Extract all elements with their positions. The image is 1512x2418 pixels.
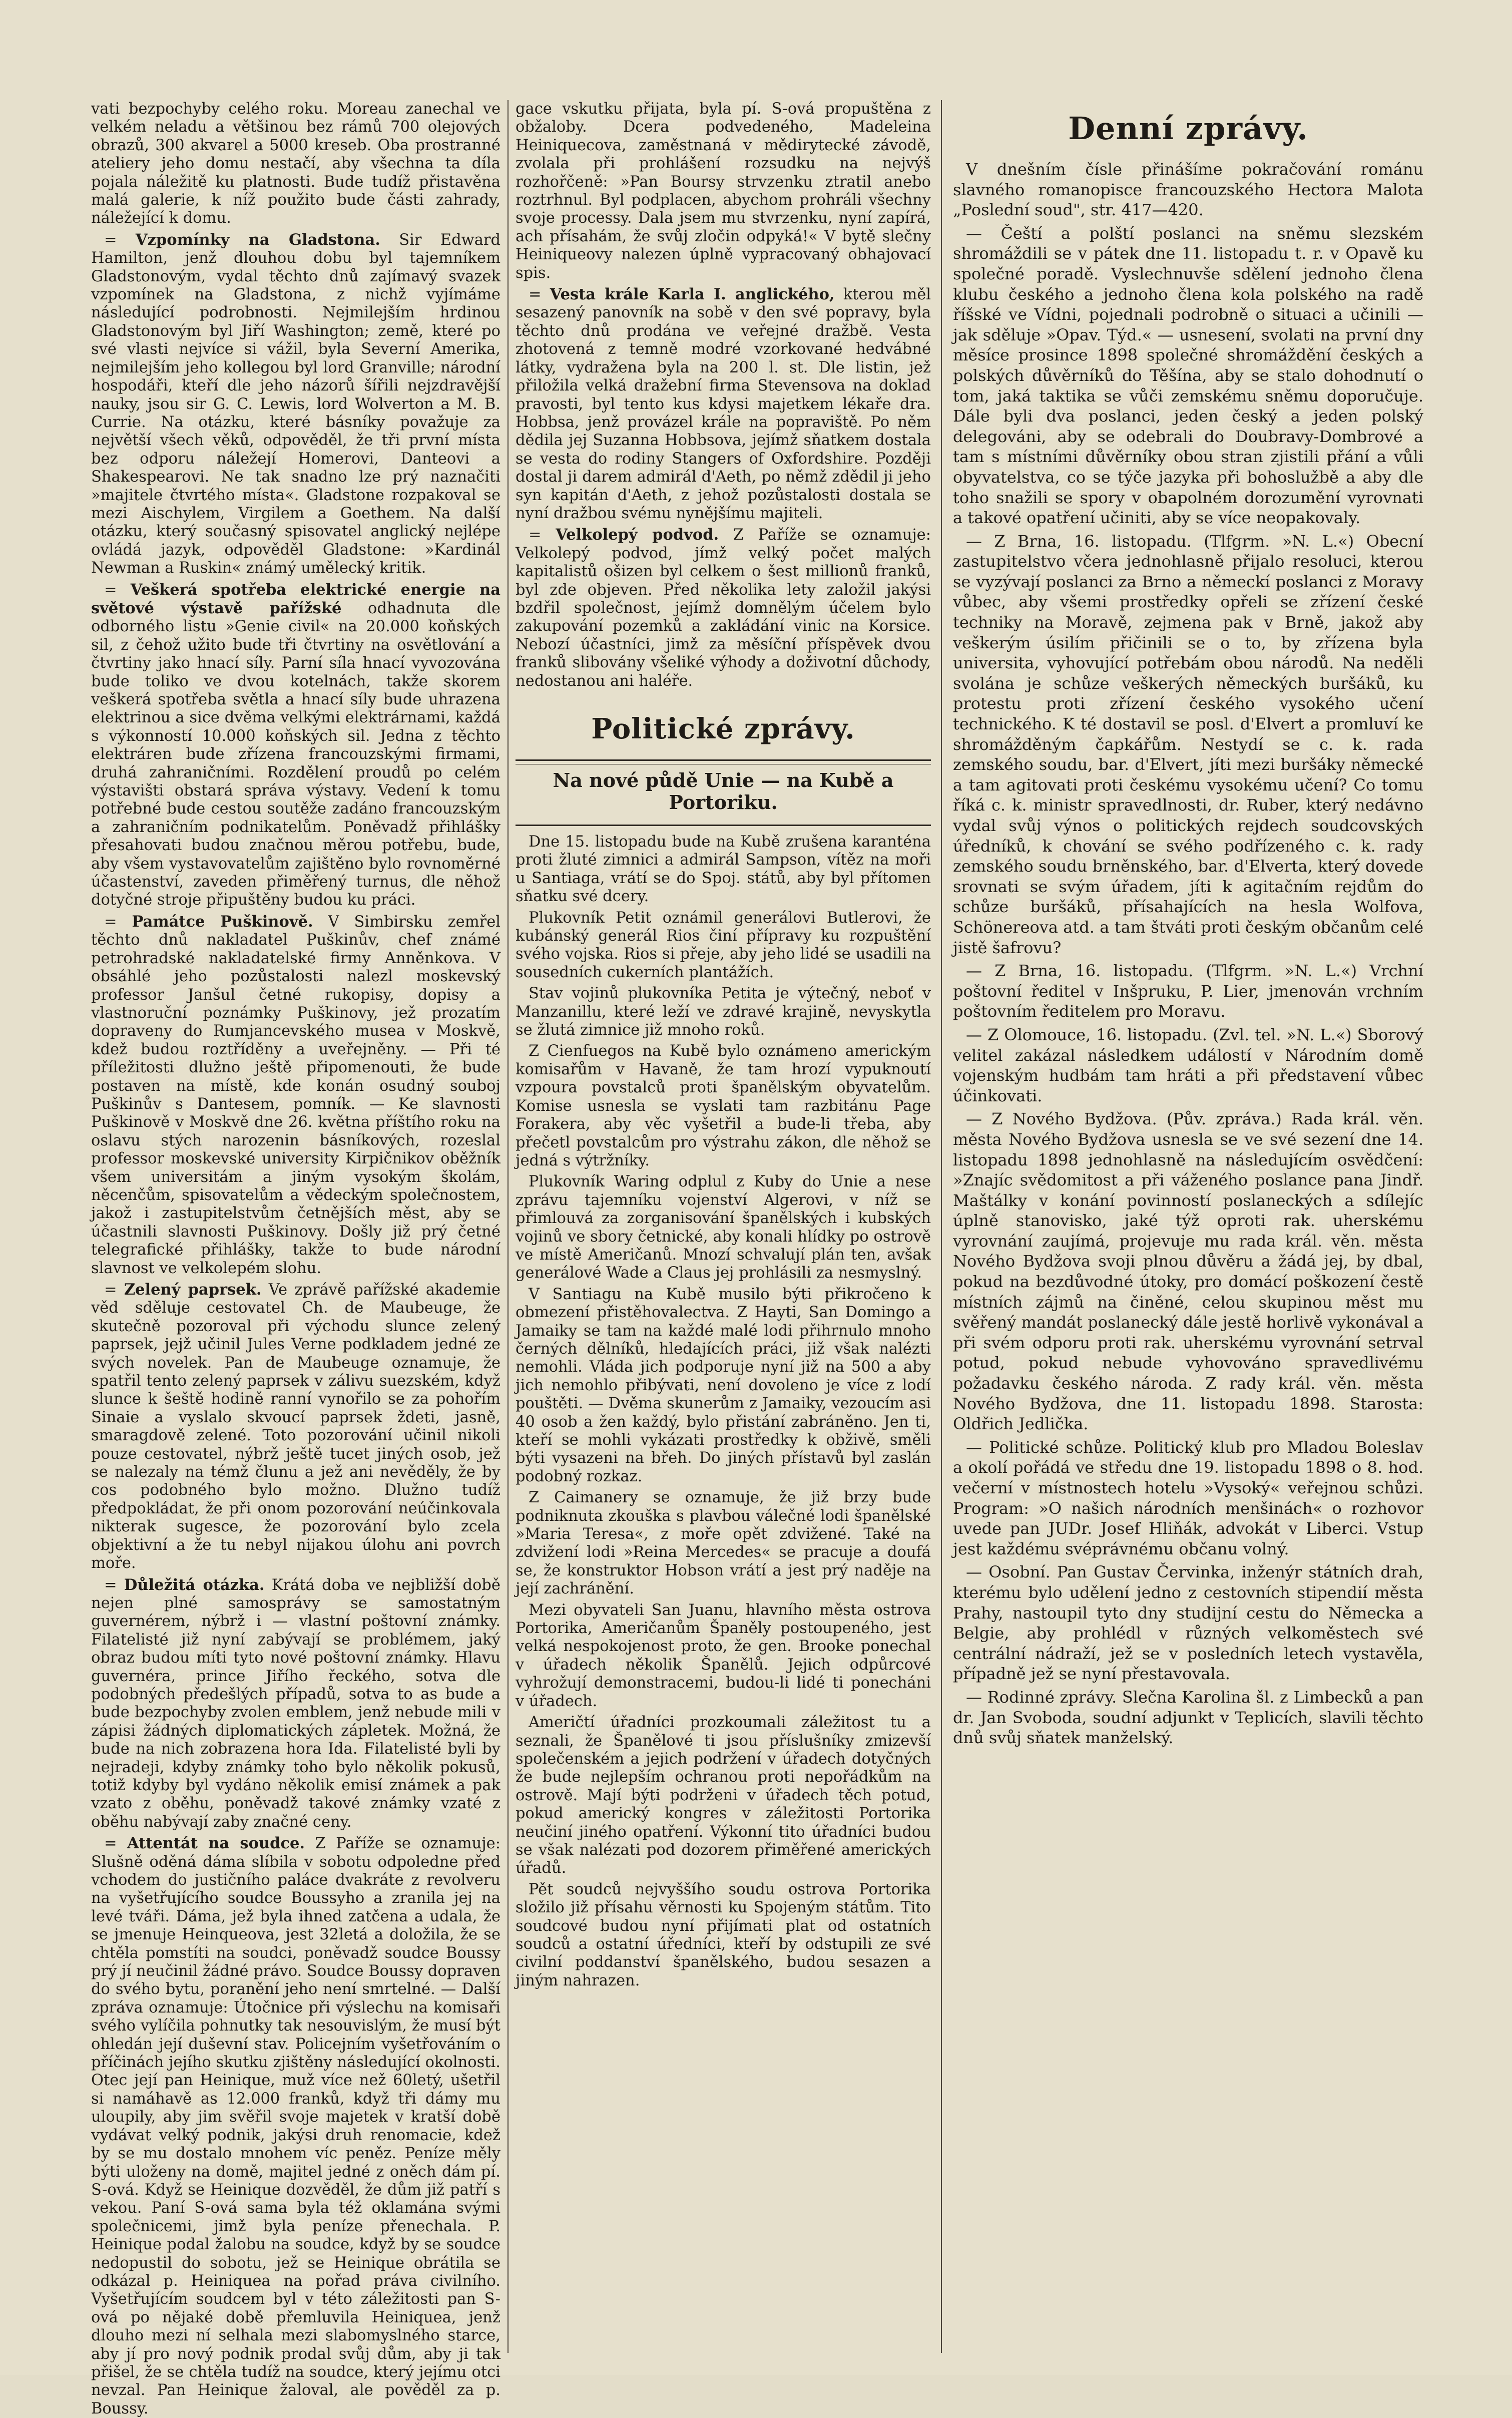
article-paragraph: — Z Olomouce, 16. listopadu. (Zvl. tel. »N. L.«) Sborový velitel zakázal následkem událostí v Národním domě vojenským hudbám tam hráti a při představení vůbec účinkovati. bbox=[953, 1025, 1423, 1105]
article-paragraph: — Politické schůze. Politický klub pro Mladou Boleslav a okolí pořádá ve středu dne 19. listopadu 1898 o 8. hod. večerní v místnostech hotelu »Vysoký« veřejnou schůzi. Program: »O našich národních menšinách« o rozhovor uvede pan JUDr. Josef Hliňák, advokát v Liberci. Vstup jest každému svéprávnému občanu volný. bbox=[953, 1437, 1423, 1558]
column-right bbox=[953, 100, 1423, 2353]
article-paragraph: Plukovník Petit oznámil generálovi Butlerovi, že kubánský generál Rios činí přípravy ku rozpuštění svého vojska. Rios si přeje, aby jeho lidé se usadili na sousedních cukerních plantážích. bbox=[516, 909, 931, 981]
column-rule bbox=[941, 100, 942, 2353]
article-paragraph: = Zelený paprsek. Ve zprávě pařížské akademie věd sděluje cestovatel Ch. de Maubeuge, že skutečně pozoroval při východu slunce zelený paprsek, jejž učinil Jules Verne podkladem jedné ze svých novelek. Pan de Maubeuge oznamuje, že spatřil tento zelený paprsek v zálivu suezském, když slunce k šeště hodině ranní vynořilo se za pohořím Sinaie a vyslalo skvoucí paprsek ždeti, jasně, smaragdově zelené. Toto pozorování učinil nikoli pouze cestovatel, nýbrž ještě tucet jiných osob, jež se nalezaly na témž člunu a jež ani nevěděly, že by cos podobného bylo možno. Dlužno tudíž předpokládat, že při onom pozorování neúčinkovala nikterak sugesce, že pozorování bylo zcela objektivní a že tu nebyl nijakou úlohu ani povrch moře. bbox=[91, 1281, 500, 1572]
article-paragraph: Mezi obyvateli San Juanu, hlavního města ostrova Portorika, Američanům Španěly postoupeného, jest velká nespokojenost proto, že gen. Brooke ponechal v úřadech několik Španělů. Jejich odpůrcové vyhrožují demonstracemi, budou-li lidé ti ponecháni v úřadech. bbox=[516, 1601, 931, 1710]
article-paragraph: = Attentát na soudce. Z Paříže se oznamuje: Slušně oděná dáma slíbila v sobotu odpoledne před vchodem do justičního paláce dvakráte z revolveru na vyšetřujícího soudce Boussyho a zranila jej na levé tváři. Dáma, jež byla ihned zatčena a udala, že se jmenuje Heinqueova, jest 32letá a doložila, že se chtěla pomstíti na soudci, poněvadž soudce Boussy prý jí neučinil žádné právo. Soudce Boussy dopraven do svého bytu, poranění jeho není smrtelné. — Další zpráva oznamuje: Útočnice při výslechu na komisaři svého vylíčila pohnutky tak nesouvislým, že musí být ohledán její duševní stav. Policejním vyšetřováním o příčinách jejího skutku zjištěny následující okolnosti. Otec její pan Heinique, muž více než 60letý, ušetřil si namáhavě as 12.000 franků, když tři dámy mu uloupily, aby jim svěřil svoje majetek v kratší době vydávat velký podnik, jakýsi druh renomacie, kdež by se mu dostalo mnohem víc peněz. Peníze měly býti uloženy na domě, majitel jedné z oněch dám pí. S-ová. Když se Heinique dozvěděl, že dům již patří s vekou. Paní S-ová sama byla též oklamána svými společnicemi, jimž byla peníze přenechala. P. Heinique podal žalobu na soudce, když by se soudce nedopustil do sobotu, jež se Heinique obrátila se odkázal p. Heiniquea na pořad práva civilního. Vyšetřujícím soudcem byl v této záležitosti pan S-ová po nějaké době přemluvila Heiniquea, jenž dlouho mezi ní selhala mezi slabomyslného starce, aby jí pro nový podnik prodal svůj dům, aby ji tak přišel, že se chtěla tudíž na soudce, který jejímu otci nevzal. Pan Heinique žaloval, ale pověděl za p. Boussy. bbox=[91, 1834, 501, 2417]
article-paragraph: — Osobní. Pan Gustav Červinka, inženýr státních drah, kterému bylo udělení jedno z cestovních stipendií města Prahy, nastoupil tyto dny studijní cestu do Německa a Belgie, aby prohlédl v různých velkoměstech své centrální nádraží, jež se v posledních letech vystavěla, případně jež se nyní přestavovala. bbox=[953, 1562, 1423, 1684]
article-heading: Vesta krále Karla I. anglického, bbox=[550, 285, 835, 304]
section-title: Politické zprávy. bbox=[591, 712, 855, 745]
column-rule bbox=[508, 100, 509, 2353]
article-body: Krátá doba ve nejbližší době nejen plné samosprávy se samostatným guvernérem, nýbrž i — vlastní poštovní známky. Filatelisté již nyní zabývají se problémem, jaký obraz budou míti tyto nové poštovní známky. Hlavu guvernéra, prince Jiřího řeckého, sotva dle podobných předešlých případů, sotva to as bude a bude bezpochyby zvolen emblem, jenž nebude mili v zápisi žádných diplomatických zápletek. Možná, že bude na nich zobrazena hora Ida. Filatelisté byli by nejradeji, kdyby známky toho bylo několik pokusů, totiž kdyby byl vydáno několik emisí známek a pak vzato z oběhu, poněvadž takové známky vzaté z oběhu nabývají zaby značné ceny. bbox=[91, 1576, 500, 1831]
article-paragraph: — Rodinné zprávy. Slečna Karolina šl. z Limbecků a pan dr. Jan Svoboda, soudní adjunkt v Teplicích, slavili těchto dnů svůj sňatek manželský. bbox=[953, 1687, 1423, 1748]
article-heading: Velkolepý podvod. bbox=[556, 526, 719, 544]
article-body: odhadnuta dle odborného listu »Genie civil« na 20.000 koňských sil, z čehož užito bude tři čtvrtiny na osvětlování a čtvrtiny jako hnací síly. Parní síla hnací vyvozována bude toliko ve dvou kotelnách, takže skorem veškerá spotřeba světla a hnací síly bude uhrazena elektrinou a sice dvěma velkými elektrárnami, každá s výkonností 10.000 koňských sil. Jedna z těchto elektráren bude zřízena francouzskými firmami, druhá zahraničními. Rozdělení proudů po celém výstavišti obstará správa výstavy. Vedení k tomu potřebné bude cestou soutěže zadáno francouzským a zahraničním podnikatelům. Poněvadž přihlášky přesahovati budou značnou měrou potřebu, bude, aby všem vystavovatelům zajištěno bylo rovnoměrné účastenství, zaveden přiměřený turnus, dle něhož dotyčné stroje připuštěny budou ku práci. bbox=[91, 599, 500, 909]
article-paragraph: V Santiagu na Kubě musilo býti přikročeno k obmezení přistěhovalectva. Z Hayti, San Domingo a Jamaiky se tam na každé malé lodi přihrnulo mnoho černých dělníků, hledajících práci, již však nalézti nemohli. Vláda jich podporuje nyní již na 500 a aby jich nemohlo přibývati, není dovoleno je více z lodí pouštěti. — Dvěma skunerům z Jamaiky, vezoucím asi 40 osob a žen každý, bylo přistání zabráněno. Jen ti, kteří se mohli vykázati prostředky k obživě, směli býti vysazeni na břeh. Do jiných přístavů byl zaslán podobný rozkaz. bbox=[516, 1285, 931, 1485]
article-paragraph: — Čeští a polští poslanci na sněmu slezském shromáždili se v pátek dne 11. listopadu t. r. v Opavě ku společné poradě. Vyslechnuvše sdělení jednoho člena klubu českého a jednoho člena kola polského na radě říšské ve Vídni, pojednali podrobně o situaci a učinili — jak sděluje »Opav. Týd.« — usnesení, svolati na první dny měsíce prosince 1898 společné shromáždění českých a polských důvěrníků do Těšína, aby se stalo dohodnutí o tom, jaká taktika se vůči zemskému sněmu doporučuje. Dále byli dva poslanci, jeden český a jeden polský delegováni, aby se odebrali do Doubravy-Dombrové a tam s místními důvěrníky obou stran zjistili přání a vůli obyvatelstva, co se týče jazyka při bohoslužbě a aby dle toho snažili se spory v obapolném dorozumění vyrovnati a takové opatření učiniti, aby se více neopakovaly. bbox=[953, 223, 1423, 528]
article-heading: Důležitá otázka. bbox=[124, 1575, 265, 1594]
article-body: V Simbirsku zemřel těchto dnů nakladatel Puškinův, chef známé petrohradské nakladatelské firmy Anněnkova. V obsáhlé jeho pozůstalosti nalezl moskevský professor Janšul četné rukopisy, dopisy a vlastnoruční poznámky Puškinovy, jež prozatím dopraveny do Rumjancevského musea v Moskvě, kdež budou roztříděny a uveřejněny. — Při té příležitosti dlužno ještě připomenouti, že bude postaven na místě, kde konán osudný souboj Puškinův s Dantesem, pomník. — Ke slavnosti Puškinově v Moskvě dne 26. května příštího roku na oslavu stých narozenin básníkových, rozeslal professor moskevské university Kirpičnikov oběžník všem universitám a jiným vysokým školám, něcenčům, spisovatelům a vědeckým společnostem, jakož i zastupitelstvům četnějších měst, aby se účastnili slavnosti Puškinovy. Došly již prý četné telegrafické přihlášky, takže to bude národní slavnost ve velkolepém slohu. bbox=[91, 913, 500, 1277]
article-heading: Zelený paprsek. bbox=[124, 1281, 262, 1299]
article-paragraph: = Důležitá otázka. Krátá doba ve nejbližší době nejen plné samosprávy se samostatným guvernérem, nýbrž i — vlastní poštovní známky. Filatelisté již nyní zabývají se problémem, jaký obraz budou míti tyto nové poštovní známky. Hlavu guvernéra, prince Jiřího řeckého, sotva dle podobných předešlých případů, sotva to as bude a bude bezpochyby zvolen emblem, jenž nebude mili v zápisi žádných diplomatických zápletek. Možná, že bude na nich zobrazena hora Ida. Filatelisté byli by nejradeji, kdyby známky toho bylo několik pokusů, totiž kdyby byl vydáno několik emisí známek a pak vzato z oběhu, poněvadž takové známky vzaté z oběhu nabývají zaby značné ceny. bbox=[91, 1575, 500, 1831]
section-divider bbox=[516, 825, 931, 826]
article-paragraph: = Vzpomínky na Gladstona. Sir Edward Hamilton, jenž dlouhou dobu byl tajemníkem Gladstonovým, vydal těchto dnů zajímavý svazek vzpomínek na Gladstona, z nichž vyjímáme následující podrobnosti. Nejmilejším hrdinou Gladstonovým byl Jiří Washington; země, které po své vlasti nejvíce si vážil, byla Severní Amerika, nejmilejším jeho kollegou byl lord Granville; národní hospodáři, kteří dle jeho názorů šířili nejzdravější nauky, jsou sir G. C. Lewis, lord Wolverton a M. B. Currie. Na otázku, které básníky považuje za největší všech věků, odpověděl, že tři první místa bez odporu náležejí Homerovi, Danteovi a Shakespearovi. Ne tak snadno lze prý naznačiti »majitele čtvrtého místa«. Gladstone rozpakoval se mezi Aischylem, Virgilem a Goethem. Na další otázku, který současný spisovatel anglický nejlépe ovládá jazyk, odpověděl Gladstone: »Kardinál Newman a Ruskin« známý umělecký kritik. bbox=[91, 230, 500, 577]
section-divider bbox=[516, 759, 931, 764]
article-paragraph: — Z Brna, 16. listopadu. (Tlfgrm. »N. L.«) Vrchní poštovní ředitel v Inšpruku, P. Lier, jmenován vrchním poštovním ředitelem pro Moravu. bbox=[953, 961, 1423, 1021]
article-paragraph: Dne 15. listopadu bude na Kubě zrušena karanténa proti žluté zimnici a admirál Sampson, vítěz na moři u Santiaga, vrátí se do Spoj. států, aby byl přítomen sňatku své dcery. bbox=[516, 833, 931, 906]
article-title: Na nové půdě Unie — na Kubě a Portoriku. bbox=[553, 769, 894, 814]
article-heading: Památce Puškinově. bbox=[132, 912, 313, 931]
article-paragraph: Američtí úřadníci prozkoumali záležitost tu a seznali, že Španělové ti jsou příslušníky zmizevší společenském a jejich podržení v úřadech dotyčných že bude nejlepším ochranou proti nepořádkům na ostrově. Mají býti podrženi v úřadech těch potud, pokud americký kongres v záležitosti Portorika neučiní jiného opatření. Výkonní tito úřadníci budou se však nalézati pod dozorem přiměřené amerických úřadů. bbox=[516, 1714, 931, 1877]
section-title: Denní zprávy. bbox=[1068, 110, 1308, 147]
column-left bbox=[91, 100, 501, 2417]
article-body: Sir Edward Hamilton, jenž dlouhou dobu byl tajemníkem Gladstonovým, vydal těchto dnů zajímavý svazek vzpomínek na Gladstona, z nichž vyjímáme následující podrobnosti. Nejmilejším hrdinou Gladstonovým byl Jiří Washington; země, které po své vlasti nejvíce si vážil, byla Severní Amerika, nejmilejším jeho kollegou byl lord Granville; národní hospodáři, kteří dle jeho názorů šířili nejzdravější nauky, jsou sir G. C. Lewis, lord Wolverton a M. B. Currie. Na otázku, které básníky považuje za největší všech věků, odpověděl, že tři první místa bez odporu náležejí Homerovi, Danteovi a Shakespearovi. Ne tak snadno lze prý naznačiti »majitele čtvrtého místa«. Gladstone rozpakoval se mezi Aischylem, Virgilem a Goethem. Na další otázku, který současný spisovatel anglický nejlépe ovládá jazyk, odpověděl Gladstone: »Kardinál Newman a Ruskin« známý umělecký kritik. bbox=[91, 231, 500, 577]
article-paragraph: — Z Brna, 16. listopadu. (Tlfgrm. »N. L.«) Obecní zastupitelstvo včera jednohlasně přijalo resoluci, kterou se vyzývají poslanci za Brno a německí poslanci z Moravy vůbec, aby všemi prostředky opřeli se zřízení české techniky na Moravě, zejmena pak v Brně, jakož aby veškerým úsilím přičinili se o to, by zřízena byla universita, vyhovující potřebám obou národů. Na neděli svolána je schůze veškerých německých buršáků, ku protestu proti zřízení českého vysokého učení technického. K té dostavil se posl. d'Elvert a promluví ke shromážděným čapkářům. Nestydí se c. k. rada zemského soudu, bar. d'Elvert, jíti mezi buršáky německé a tam agitovati proti českému vysokému učení? Co tomu říká c. k. ministr spravedlnosti, dr. Ruber, který nedávno vydal svůj výnos o politických rejdech soudcovských úředníků, k chování se svého podřízeného c. k. rady zemského soudu brněnského, bar. d'Elverta, který dovede srovnati se svým úřadem, jíti k agitačním rejdům do schůze buršáků, přísahajících na hesla Wolfova, Schönereova atd. a tam štváti proti českým občanům celé jistě šafrovu? bbox=[953, 531, 1423, 957]
article-heading: Attentát na soudce. bbox=[127, 1834, 305, 1853]
article-body: Z Paříže se oznamuje: Velkolepý podvod, jímž velký počet malých kapitalistů ošizen byl celkem o šest millionů franků, byl zde objeven. Před několika lety založil jakýsi bzdřil společnost, jejímž domnělým účelem bylo zakupování pozemků a zakládání vinic na Korsice. Nebozí účastníci, jimž za měsíční příspěvek dvou franků slibovány všeliké výhody a doživotní důchody, nedostanou ani haléře. bbox=[516, 526, 931, 690]
article-body: Ve zprávě pařížské akademie věd sděluje cestovatel Ch. de Maubeuge, že skutečně pozoroval při východu slunce zelený paprsek, jejž učinil Jules Verne podkladem jedné ze svých novelek. Pan de Maubeuge oznamuje, že spatřil tento zelený paprsek v zálivu suezském, když slunce k šeště hodině ranní vynořilo se za pohořím Sinaie a vyslalo skvoucí paprsek ždeti, jasně, smaragdově zelené. Toto pozorování učinil nikoli pouze cestovatel, nýbrž ještě tucet jiných osob, jež se nalezaly na témž člunu a jež ani nevěděly, že by cos podobného bylo možno. Dlužno tudíž předpokládat, že při onom pozorování neúčinkovala nikterak sugesce, že pozorování bylo zcela objektivní a že tu nebyl nijakou úlohu ani povrch moře. bbox=[91, 1281, 500, 1572]
article-paragraph: Plukovník Waring odplul z Kuby do Unie a nese zprávu tajemníku vojenství Algerovi, v níž se přimlouvá za zorganisování španělských i kubských vojinů ve sbory četnické, aby konali hlídky po ostrově ve místě Američanů. Mnozí schvalují plán ten, avšak generálové Wade a Claus jej prohlásili za nesmyslný. bbox=[516, 1173, 931, 1282]
article-paragraph: Stav vojinů plukovníka Petita je výtečný, neboť v Manzanillu, které leží ve zdravé krajině, nevyskytla se žlutá zimnice již mnoho roků. bbox=[516, 985, 931, 1039]
article-paragraph: vati bezpochyby celého roku. Moreau zanechal ve velkém neladu a většinou bez rámů 700 olejových obrazů, 300 akvarel a 5000 kreseb. Oba prostranné ateliery jeho domu nestačí, aby všechna ta díla pojala náležitě ku platnosti. Bude tudíž přistavěna malá galerie, k níž použito bude části zahrady, náležející k domu. bbox=[91, 100, 500, 227]
article-paragraph: = Veškerá spotřeba elektrické energie na světové výstavě pařížské odhadnuta dle odborného listu »Genie civil« na 20.000 koňských sil, z čehož užito bude tři čtvrtiny na osvětlování a čtvrtiny jako hnací síly. Parní síla hnací vyvozována bude toliko ve dvou kotelnách, takže skorem veškerá spotřeba světla a hnací síly bude uhrazena elektrinou a sice dvěma velkými elektrárnami, každá s výkonností 10.000 koňských sil. Jedna z těchto elektráren bude zřízena francouzskými firmami, druhá zahraničními. Rozdělení proudů po celém výstavišti obstará správa výstavy. Vedení k tomu potřebné bude cestou soutěže zadáno francouzským a zahraničním podnikatelům. Poněvadž přihlášky přesahovati budou značnou měrou potřebu, bude, aby všem vystavovatelům zajištěno bylo rovnoměrné účastenství, zaveden přiměřený turnus, dle něhož dotyčné stroje připuštěny budou ku práci. bbox=[91, 580, 500, 909]
article-paragraph: Pět soudců nejvyššího soudu ostrova Portorika složilo již přísahu věrnosti ku Spojeným státům. Tito soudcové budou nyní přijímati plat od ostatních soudců a ostatní úředníci, kteří by odstupili ze své civilní poddanství španělského, budou sesazen a jiným nahrazen. bbox=[516, 1880, 931, 1989]
column-middle bbox=[516, 100, 931, 2353]
article-paragraph: = Památce Puškinově. V Simbirsku zemřel těchto dnů nakladatel Puškinův, chef známé petrohradské nakladatelské firmy Anněnkova. V obsáhlé jeho pozůstalosti nalezl moskevský professor Janšul četné rukopisy, dopisy a vlastnoruční poznámky Puškinovy, jež prozatím dopraveny do Rumjancevského musea v Moskvě, kdež budou roztříděny a uveřejněny. — Při té příležitosti dlužno ještě připomenouti, že bude postaven na místě, kde konán osudný souboj Puškinův s Dantesem, pomník. — Ke slavnosti Puškinově v Moskvě dne 26. května příštího roku na oslavu stých narozenin básníkových, rozeslal professor moskevské university Kirpičnikov oběžník všem universitám a jiným vysokým školám, něcenčům, spisovatelům a vědeckým společnostem, jakož i zastupitelstvům četnějších měst, aby se účastnili slavnosti Puškinovy. Došly již prý četné telegrafické přihlášky, takže to bude národní slavnost ve velkolepém slohu. bbox=[91, 912, 500, 1277]
article-paragraph: — Z Nového Bydžova. (Pův. zpráva.) Rada král. věn. města Nového Bydžova usnesla se ve své sezení dne 14. listopadu 1898 jednohlasně na následujícím osvědčení: »Znajíc svědomitost a při váženého poslance pana Jindř. Maštálky v konání povinností poslaneckých a sdílejíc úplně stanovisko, jaké týž oproti rak. uherskému vyrovnání zaujímá, projevuje mu rada král. věn. města Nového Bydžova svoji plnou důvěru a žádá jej, by dbal, pokud na bezdůvodné útoky, pro domácí poškození čestě místních zájmů na činěné, celou skupinou měst mu svěřený mandát poslanecký dále jestě horlivě vykonával a při svém odporu proti rak. uherskému vyrovnání setrval potud, pokud nebude vyhovováno spravedlivému požadavku českého národa. Z rady král. věn. města Nového Bydžova, dne 11. listopadu 1898. Starosta: Oldřich Jedlička. bbox=[953, 1109, 1423, 1434]
article-paragraph: V dnešním čísle přinášíme pokračování románu slavného romanopisce francouzského Hectora Malota „Poslední soud", str. 417—420. bbox=[953, 160, 1423, 220]
article-paragraph: = Vesta krále Karla I. anglického, kterou měl sesazený panovník na sobě v den své popravy, byla těchto dnů prodána ve veřejné dražbě. Vesta zhotovená z temně modré vzorkované hedvábné látky, vydražena byla na 200 l. st. Dle listin, jež přiložila velká dražební firma Stevensova na doklad pravosti, byl tento kus kdysi majetkem lékaře dra. Hobbsa, jenž provázel krále na popraviště. Po něm dědila jej Suzanna Hobbsova, jejímž sňatkem dostala se vesta do rodiny Stangers of Oxfordshire. Později dostal ji darem admirál d'Aeth, po němž zdědil ji jeho syn kapitán d'Aeth, z jehož pozůstalosti dostala se nyní dražbou svému nynějšímu majiteli. bbox=[516, 285, 931, 522]
article-paragraph: = Velkolepý podvod. Z Paříže se oznamuje: Velkolepý podvod, jímž velký počet malých kapitalistů ošizen byl celkem o šest millionů franků, byl zde objeven. Před několika lety založil jakýsi bzdřil společnost, jejímž domnělým účelem bylo zakupování pozemků a zakládání vinic na Korsice. Nebozí účastníci, jimž za měsíční příspěvek dvou franků slibovány všeliké výhody a doživotní důchody, nedostanou ani haléře. bbox=[516, 526, 931, 690]
article-heading: Veškerá spotřeba elektrické energie na světové výstavě pařížské bbox=[91, 580, 500, 617]
article-body: Z Paříže se oznamuje: Slušně oděná dáma slíbila v sobotu odpoledne před vchodem do justičního paláce dvakráte z revolveru na vyšetřujícího soudce Boussyho a zranila jej na levé tváři. Dáma, jež byla ihned zatčena a udala, že se jmenuje Heinqueova, jest 32letá a doložila, že se chtěla pomstíti na soudci, poněvadž soudce Boussy prý jí neučinil žádné právo. Soudce Boussy dopraven do svého bytu, poranění jeho není smrtelné. — Další zpráva oznamuje: Útočnice při výslechu na komisaři svého vylíčila pohnutky tak nesouvislým, že musí být ohledán její duševní stav. Policejním vyšetřováním o příčinách jejího skutku zjištěny následující okolnosti. Otec její pan Heinique, muž více než 60letý, ušetřil si namáhavě as 12.000 franků, když tři dámy mu uloupily, aby jim svěřil svoje majetek v kratší době vydávat velký podnik, jakýsi druh renomacie, kdež by se mu dostalo mnohem víc peněz. Peníze měly býti uloženy na domě, majitel jedné z oněch dám pí. S-ová. Když se Heinique dozvěděl, že dům již patří s vekou. Paní S-ová sama byla též oklamána svými společnicemi, jimž byla peníze přenechala. P. Heinique podal žalobu na soudce, když by se soudce nedopustil do sobotu, jež se Heinique obrátila se odkázal p. Heiniquea na pořad práva civilního. Vyšetřujícím soudcem byl v této záležitosti pan S-ová po nějaké době přemluvila Heiniquea, jenž dlouho mezi ní selhala mezi slabomyslného starce, aby jí pro nový podnik prodal svůj dům, aby ji tak přišel, že se chtěla tudíž na soudce, který jejímu otci nevzal. Pan Heinique žaloval, ale pověděl za p. Boussy. bbox=[91, 1835, 501, 2417]
article-paragraph: Z Caimanery se oznamuje, že již brzy bude podniknuta zkouška s plavbou válečné lodi španělské »Maria Teresa«, z moře opět zdvižené. Také na zdvižení lodi »Reina Mercedes« se pracuje a doufá se, že konstruktor Hobson vrátí a jest prý naděje na její zachránění. bbox=[516, 1489, 931, 1598]
article-paragraph: Z Cienfuegos na Kubě bylo oznámeno americkým komisařům v Havaně, že tam hrozí vypuknoutí vzpoura povstalců proti španělským obyvatelům. Komise usnesla se vyslati tam razbitánu Page Forakera, aby věc vyšetřil a bude-li třeba, aby přečetl povstalcům pro výstrahu zákon, dle něhož se jedná s výtržníky. bbox=[516, 1042, 931, 1169]
article-body: kterou měl sesazený panovník na sobě v den své popravy, byla těchto dnů prodána ve veřejné dražbě. Vesta zhotovená z temně modré vzorkované hedvábné látky, vydražena byla na 200 l. st. Dle listin, jež přiložila velká dražební firma Stevensova na doklad pravosti, byl tento kus kdysi majetkem lékaře dra. Hobbsa, jenž provázel krále na popraviště. Po něm dědila jej Suzanna Hobbsova, jejímž sňatkem dostala se vesta do rodiny Stangers of Oxfordshire. Později dostal ji darem admirál d'Aeth, po němž zdědil ji jeho syn kapitán d'Aeth, z jehož pozůstalosti dostala se nyní dražbou svému nynějšímu majiteli. bbox=[516, 286, 931, 522]
article-paragraph: gace vskutku přijata, byla pí. S-ová propuštěna z obžaloby. Dcera podvedeného, Madeleina Heiniquecova, zaměstnaná v mědirytecké závodě, zvolala při prohlášení rozsudku na nejvýš rozhořčeně: »Pan Boursy strvzenku ztratil anebo roztrhnul. Byl podplacen, abychom prohráli všechny svoje processy. Dala jsem mu stvrzenku, nyní zapírá, ach přísahám, že svůj zločin odpyká!« V bytě slečny Heiniqueovy nalezen úplně vypracovaný obhajovací spis. bbox=[516, 100, 931, 282]
article-heading: Vzpomínky na Gladstona. bbox=[135, 230, 380, 249]
